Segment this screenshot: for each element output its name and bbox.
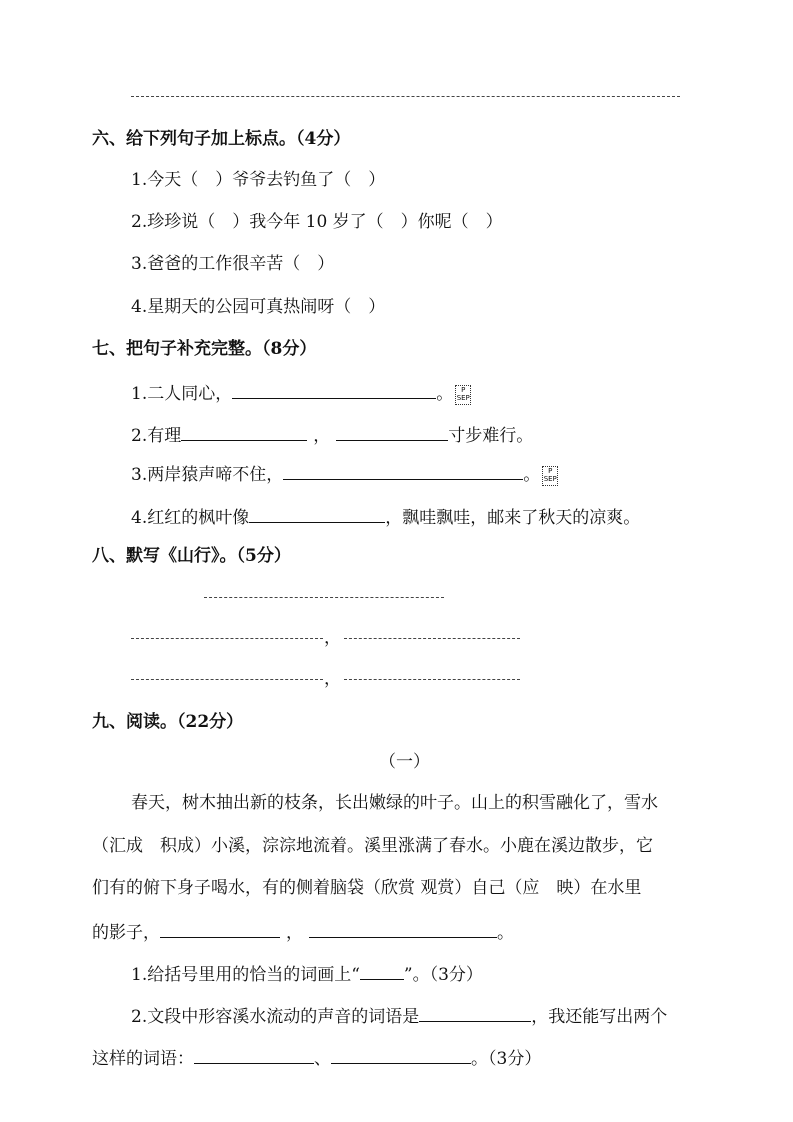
section9-title: 九、阅读。（22分） xyxy=(92,712,244,732)
item2-answer-blank-2[interactable] xyxy=(336,422,448,441)
reading-subtitle: （一） xyxy=(379,752,430,772)
reading-paragraph-line-1: 春天，树木抽出新的枝条，长出嫩绿的叶子。山上的积雪融化了，雪水 xyxy=(131,793,658,813)
poem-line-2-right[interactable] xyxy=(344,679,520,680)
item2-answer-blank-1[interactable] xyxy=(181,422,307,441)
q2-answer-blank-2[interactable] xyxy=(194,1045,314,1064)
q1-text-after: ”。（3分） xyxy=(403,965,483,985)
q2-line2-before: 这样的词语： xyxy=(92,1049,194,1069)
reading-answer-blank-1[interactable] xyxy=(160,919,280,938)
item3-answer-blank[interactable] xyxy=(283,461,523,480)
item3-text-after: 。 xyxy=(523,465,541,485)
section8-title: 八、默写《山行》。（5分） xyxy=(92,546,291,566)
section7-item-4 xyxy=(131,504,640,529)
poem-title-dash-line[interactable] xyxy=(204,597,444,598)
sep-mark-icon: P SEP xyxy=(455,385,471,405)
q1-underline-sample xyxy=(360,961,404,980)
section6-item-4: 4.星期天的公园可真热闹呀（ ） xyxy=(131,297,386,317)
reading-paragraph-line-3: 们有的俯下身子喝水，有的侧着脑袋（欣赏 观赏）自己（应 映）在水里 xyxy=(92,878,642,898)
section6-title: 六、给下列句子加上标点。（4分） xyxy=(92,129,351,149)
answer-dash-line-top xyxy=(131,96,680,97)
question-2-line-1 xyxy=(131,1003,667,1028)
question-2-line-2 xyxy=(92,1045,541,1070)
item2-text-after: 寸步难行。 xyxy=(448,426,534,446)
item4-answer-blank[interactable] xyxy=(249,504,385,523)
question-1 xyxy=(131,961,483,986)
para-line4-start: 的影子， xyxy=(92,923,160,943)
q2-line2-middle: 、 xyxy=(314,1049,331,1069)
poem-line-1-right[interactable] xyxy=(344,638,520,639)
reading-paragraph-line-4 xyxy=(92,919,514,944)
item1-text-before: 1.二人同心， xyxy=(131,384,233,404)
section7-item-2 xyxy=(131,422,533,447)
q2-text-before: 2.文段中形容溪水流动的声音的词语是 xyxy=(131,1007,420,1027)
poem-line-2-left[interactable] xyxy=(131,679,323,680)
sep-mark-icon: P SEP xyxy=(542,466,558,486)
section6-item-1: 1.今天（ ）爷爷去钓鱼了（ ） xyxy=(131,170,386,190)
section6-item-3: 3.爸爸的工作很辛苦（ ） xyxy=(131,254,335,274)
para-line4-mid: ， xyxy=(286,923,303,943)
q2-line2-after: 。（3分） xyxy=(471,1049,542,1069)
section6-item-2: 2.珍珍说（ ）我今年 10 岁了（ ）你呢（ ） xyxy=(131,212,503,232)
q2-text-after: ，我还能写出两个 xyxy=(531,1007,668,1027)
reading-paragraph-line-2: （汇成 积成）小溪，淙淙地流着。溪里涨满了春水。小鹿在溪边散步，它 xyxy=(92,836,653,856)
section7-item-3 xyxy=(131,461,558,486)
section7-title: 七、把句子补充完整。（8分） xyxy=(92,339,317,359)
q2-answer-blank-3[interactable] xyxy=(331,1045,471,1064)
item2-text-middle: ， xyxy=(313,426,331,446)
poem-line-1-left[interactable] xyxy=(131,638,323,639)
item2-text-before: 2.有理 xyxy=(131,426,182,446)
q1-text-before: 1.给括号里用的恰当的词画上“ xyxy=(131,965,360,985)
item3-text-before: 3.两岸猿声啼不住， xyxy=(131,465,284,485)
poem-line-1-comma: ， xyxy=(324,628,341,648)
section7-item-1 xyxy=(131,380,471,405)
item1-text-after: 。 xyxy=(436,384,454,404)
reading-answer-blank-2[interactable] xyxy=(309,919,497,938)
para-line4-end: 。 xyxy=(497,923,514,943)
q2-answer-blank-1[interactable] xyxy=(419,1003,531,1022)
item1-answer-blank[interactable] xyxy=(232,380,436,399)
item4-text-after: ，飘哇飘哇，邮来了秋天的凉爽。 xyxy=(385,508,641,528)
item4-text-before: 4.红红的枫叶像 xyxy=(131,508,250,528)
poem-line-2-comma: ， xyxy=(324,669,341,689)
